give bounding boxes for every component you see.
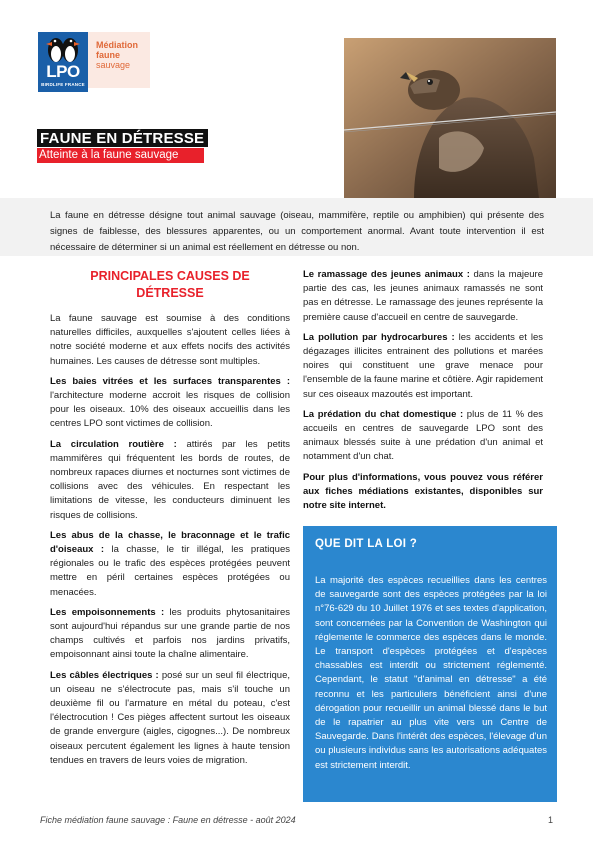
cause-item <box>303 408 543 465</box>
law-paragraph: La majorité des espèces recueillies dans les centres de sauvegarde sont des espèces protégées par la loi n°76-629 du 10 Juillet 1976 et ses textes d'application, sont concernées par la Convention de Washington qui réglemente le commerce des espèces dans le monde. Le transport d'espèces protégées et d'espèces chassables est interdit ou strictement réglementé. Cependant, le statut "d'animal en détresse" a été reconnu et les particuliers bénéficient ainsi d'une dérogation pour recueillir un animal blessé dans le but de le rapatrier au plus vite vers un Centre de Sauvegarde. Dans l'intérêt des espèces, l'élevage d'un ou plusieurs individus sans les autorisations adéquates est strictement interdit. <box>315 575 547 771</box>
logo-subtitle: BIRDLIFE FRANCE <box>41 82 85 87</box>
cause-item <box>303 268 543 325</box>
closing-text: Pour plus d'informations, vous pouvez vous référer aux fiches médiations existantes, disponibles sur notre site internet. <box>303 471 543 512</box>
cause-text: dans la majeure partie des cas, les jeunes animaux ramassés ne sont pas en détresse. Le ramassage des jeunes représente la première cause d'accueil en centre de sauvegarde. <box>303 269 543 323</box>
cause-text: les accidents et les dégazages illicites entrainent des pollutions et marées noires qui constituent une grave menace pour l'ensemble de la faune marine et côtière. Agir rapidement sur ces oiseaux mazoutés est important. <box>303 331 543 400</box>
page-title: FAUNE EN DÉTRESSE <box>37 129 208 147</box>
puffin-birds-icon <box>44 34 82 64</box>
closing-note <box>303 471 543 514</box>
mediation-tag-line1: Médiation <box>96 40 138 50</box>
footer-caption: Fiche médiation faune sauvage : Faune en détresse - août 2024 <box>40 815 296 825</box>
cause-item <box>50 529 290 600</box>
mediation-tag-line2: faune <box>96 50 121 60</box>
cause-text: la chasse, le tir illégal, les pratiques régionales ou le trafic des espèces protégées peuvent mettre en péril certaines espèces protégées ou menacées. <box>50 544 290 598</box>
law-heading: QUE DIT LA LOI ? <box>315 538 418 550</box>
right-column <box>303 268 543 519</box>
logo-wordmark: LPO <box>46 62 80 81</box>
cause-lead: Les baies vitrées et les surfaces transparentes : <box>50 375 290 387</box>
law-box <box>303 526 557 802</box>
page-number: 1 <box>548 815 554 825</box>
mediation-tag <box>96 40 156 80</box>
cause-lead: Les câbles électriques : <box>50 669 159 681</box>
cause-lead: La circulation routière : <box>50 438 177 450</box>
cause-lead: Les abus de la chasse, le braconnage et le trafic d'oiseaux : <box>50 529 290 556</box>
buzzard-illustration <box>344 38 556 198</box>
buzzard-photo <box>344 38 556 198</box>
cause-text: attirés par les petits mammifères qui fréquentent les bords de routes, de nombreux rapaces diurnes et nocturnes sont victimes de collisions avec des véhicules. En respectant les limitations de vitesse, les conducteurs diminuent les risques de collisions. <box>50 438 291 521</box>
cause-lead: Le ramassage des jeunes animaux : <box>303 269 470 280</box>
lpo-logo <box>38 32 88 92</box>
cause-item <box>50 375 290 432</box>
title-block <box>37 129 208 163</box>
mediation-tag-line3: sauvage <box>96 60 131 70</box>
cause-lead: La pollution par hydrocarbures : <box>303 331 455 343</box>
causes-heading: PRINCIPALES CAUSES DE DÉTRESSE <box>90 269 250 300</box>
cause-item <box>50 606 290 663</box>
cause-text: posé sur un seul fil électrique, un oiseau ne s'électrocute pas, mais s'il touche un deuxième fil ou l'armature en métal du poteau, c'est l'électrocution ! Ces pièges affectent surtout les oiseaux de grande envergure (aigles, cigognes...). De nombreux oiseaux percutent également les lignes à haute tension tendues en travers de leurs voies de migration. <box>50 669 290 766</box>
cause-text: les produits phytosanitaires sont aujourd'hui répandus sur une grande partie de nos champs cultivés et parfois nos jardins privatifs, empoisonnant ainsi toute la chaîne alimentaire. <box>50 606 290 661</box>
cause-lead: Les empoisonnements : <box>50 606 165 618</box>
cause-text: plus de 11 % des accueils en centres de sauvegarde LPO sont des animaux blessés suite à une prédation d'un animal et notamment d'un chat. <box>303 408 543 463</box>
cause-item <box>50 669 290 768</box>
cause-lead: La prédation du chat domestique : <box>303 408 464 420</box>
causes-intro: La faune sauvage est soumise à des conditions naturelles difficiles, auxquelles s'ajoutent celles liées à notre société moderne et aux effets nocifs des activités humaines. Les causes de détresse sont multiples. <box>50 313 290 367</box>
cause-item <box>303 331 543 402</box>
cause-item <box>50 438 290 523</box>
left-column <box>50 268 290 774</box>
page-subtitle: Atteinte à la faune sauvage <box>37 148 204 163</box>
intro-paragraph: La faune en détresse désigne tout animal sauvage (oiseau, mammifère, reptile ou amphibien) qui présente des signes de faiblesse, des blessures apparentes, ou un comportement anormal. Avant toute intervention il est nécessaire de déterminer si un animal est réellement en détresse ou non. <box>50 210 544 253</box>
cause-text: l'architecture moderne accroit les risques de collision pour les oiseaux. 10% des oiseaux accueillis dans les centres LPO sont victimes de collision. <box>50 390 290 430</box>
